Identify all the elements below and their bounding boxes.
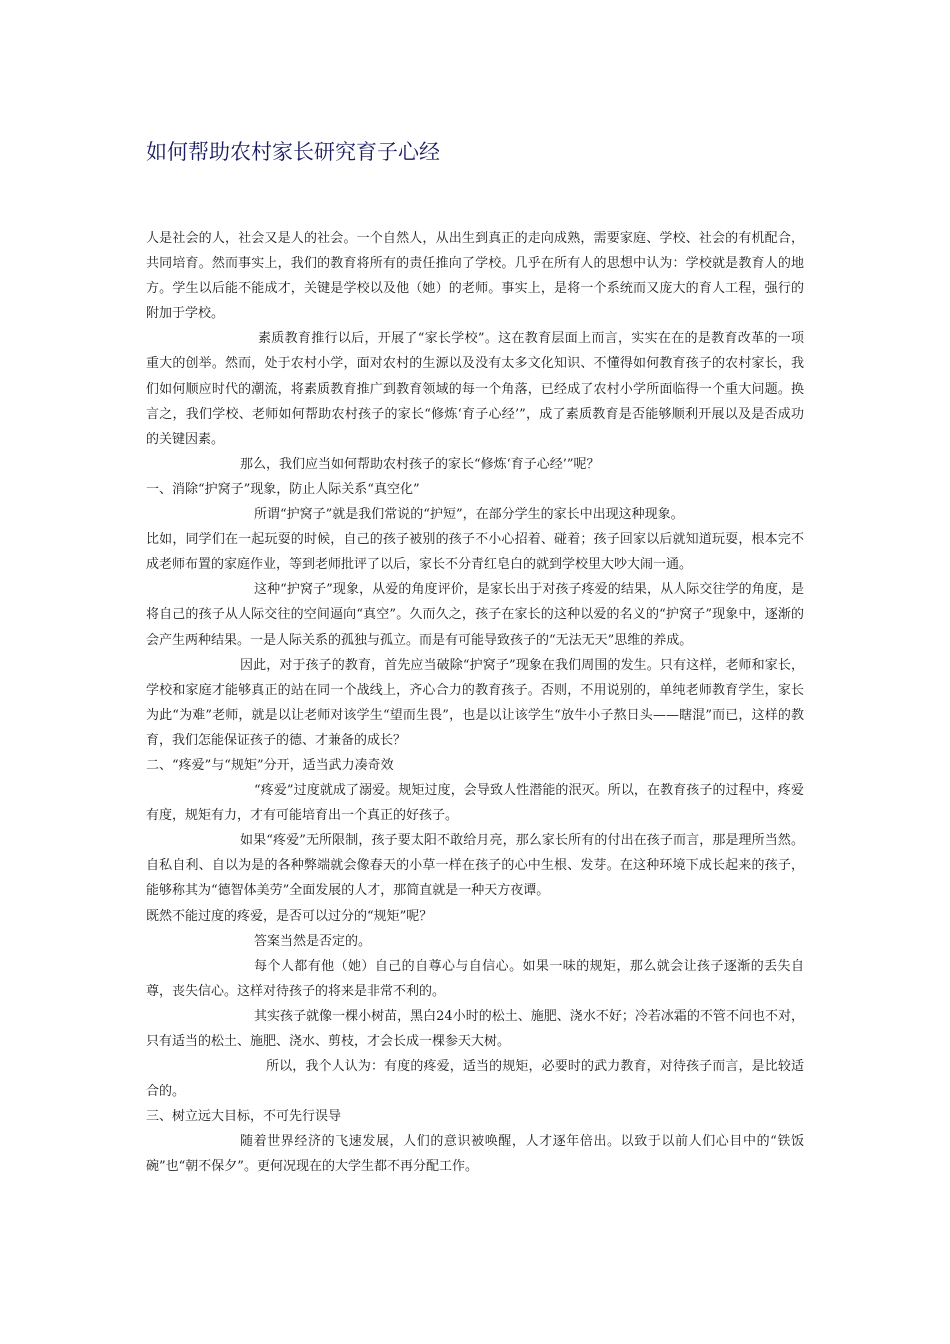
paragraph: 比如，同学们在一起玩耍的时候，自己的孩子被别的孩子不小心招着、碰着；孩子回家以后就知道玩耍，根本完不成老师布置的家庭作业，等到老师批评了以后，家长不分青红皂白的就到学校里大吵大闹一通。	[146, 532, 804, 573]
paragraph: 其实孩子就像一棵小树苗，黑白24小时的松土、施肥、浇水不好；冷若冰霜的不管不问也不对，只有适当的松土、施肥、浇水、剪枝，才会长成一棵参天大树。	[146, 1008, 804, 1049]
section-heading: 一、消除“护窝子”现象，防止人际关系“真空化”	[146, 481, 420, 497]
document-title: 如何帮助农村家长研究育子心经	[146, 140, 440, 164]
document-body	[146, 226, 804, 1180]
section-heading: 二、“疼爱”与“规矩”分开，适当武力凑奇效	[146, 757, 394, 773]
paragraph: 那么，我们应当如何帮助农村孩子的家长“修炼‘育子心经’”呢？	[240, 456, 600, 472]
paragraph: 既然不能过度的疼爱，是否可以过分的“规矩”呢？	[146, 908, 433, 924]
paragraph: 因此，对于孩子的教育，首先应当破除“护窝子”现象在我们周围的发生。只有这样，老师和家长，学校和家庭才能够真正的站在同一个战线上，齐心合力的教育孩子。否则，不用说别的，单纯老师教育学生，家长为此“为难”老师，就是以让老师对该学生“望而生畏”，也是以让该学生“放牛小子熬日头——瞎混”而已，这样的教育，我们怎能保证孩子的德、才兼备的成长？	[146, 657, 804, 748]
paragraph: “疼爱”过度就成了溺爱。规矩过度，会导致人性潜能的泯灭。所以，在教育孩子的过程中，疼爱有度，规矩有力，才有可能培育出一个真正的好孩子。	[146, 783, 804, 824]
paragraph: 这种“护窝子”现象，从爱的角度评价，是家长出于对孩子疼爱的结果，从人际交往学的角度，是将自己的孩子从人际交往的空间逼向“真空”。久而久之，孩子在家长的这种以爱的名义的“护窝子”现象中，逐渐的会产生两种结果。一是人际关系的孤独与孤立。而是有可能导致孩子的“无法无天”思维的养成。	[146, 582, 804, 648]
paragraph: 所谓“护窝子”就是我们常说的“护短”，在部分学生的家长中出现这种现象。	[254, 507, 684, 523]
section-heading: 三、树立远大目标，不可先行误导	[146, 1109, 342, 1125]
paragraph: 每个人都有他（她）自己的自尊心与自信心。如果一味的规矩，那么就会让孩子逐渐的丢失自尊，丧失信心。这样对待孩子的将来是非常不利的。	[146, 958, 804, 999]
paragraph: 答案当然是否定的。	[254, 933, 372, 949]
paragraph: 如果“疼爱”无所限制，孩子要太阳不敢给月亮，那么家长所有的付出在孩子而言，那是理所当然。自私自利、自以为是的各种弊端就会像春天的小草一样在孩子的心中生根、发芽。在这种环境下成长起来的孩子，能够称其为“德智体美劳”全面发展的人才，那简直就是一种天方夜谭。	[146, 833, 804, 899]
paragraph: 人是社会的人，社会又是人的社会。一个自然人，从出生到真正的走向成熟，需要家庭、学校、社会的有机配合，共同培育。然而事实上，我们的教育将所有的责任推向了学校。几乎在所有人的思想中认为：学校就是教育人的地方。学生以后能不能成才，关键是学校以及他（她）的老师。事实上，是将一个系统而又庞大的育人工程，强行的附加于学校。	[146, 231, 804, 322]
paragraph: 随着世界经济的飞速发展，人们的意识被唤醒，人才逐年倍出。以致于以前人们心目中的“铁饭碗”也“朝不保夕”。更何况现在的大学生都不再分配工作。	[146, 1134, 804, 1175]
paragraph: 素质教育推行以后，开展了“家长学校”。这在教育层面上而言，实实在在的是教育改革的一项重大的创举。然而，处于农村小学，面对农村的生源以及没有太多文化知识、不懂得如何教育孩子的农村家长，我们如何顺应时代的潮流，将素质教育推广到教育领域的每一个角落，已经成了农村小学所面临得一个重大问题。换言之，我们学校、老师如何帮助农村孩子的家长“修炼‘育子心经’”，成了素质教育是否能够顺利开展以及是否成功的关键因素。	[146, 331, 804, 447]
paragraph: 所以，我个人认为：有度的疼爱，适当的规矩，必要时的武力教育，对待孩子而言，是比较适合的。	[146, 1059, 804, 1100]
